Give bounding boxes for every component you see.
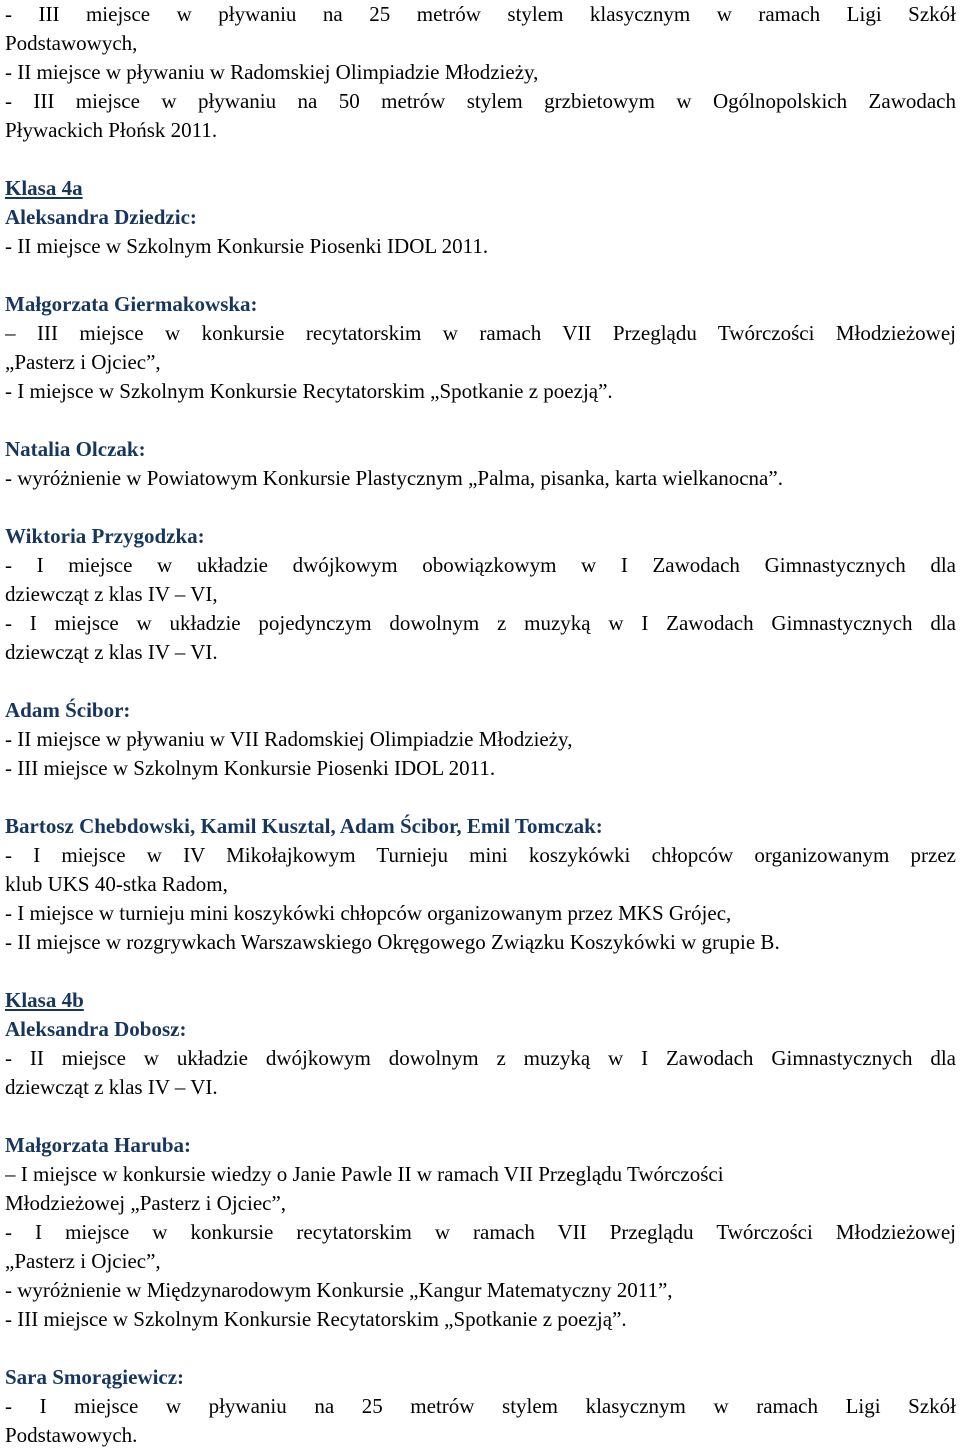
achievement-line: „Pasterz i Ojciec”,	[5, 1249, 161, 1273]
achievement-line: Podstawowych,	[5, 31, 138, 55]
achievement-line: - I miejsce w turnieju mini koszykówki chłopców organizowanym przez MKS Grójec,	[5, 901, 732, 925]
student-name: Aleksandra Dobosz:	[5, 1017, 187, 1041]
student-name: Małgorzata Haruba:	[5, 1133, 192, 1157]
achievement-line: - I miejsce w układzie dwójkowym obowiązkowym w I Zawodach Gimnastycznych dla	[5, 553, 956, 577]
student-name: Wiktoria Przygodzka:	[5, 524, 205, 548]
achievement-line: - I miejsce w Szkolnym Konkursie Recytatorskim „Spotkanie z poezją”.	[5, 379, 613, 403]
achievement-line: – III miejsce w konkursie recytatorskim w ramach VII Przeglądu Twórczości Młodzieżowej	[5, 321, 956, 345]
achievement-line: – I miejsce w konkursie wiedzy o Janie Pawle II w ramach VII Przeglądu Twórczości	[5, 1162, 724, 1186]
achievement-line: - I miejsce w pływaniu na 25 metrów stylem klasycznym w ramach Ligi Szkół	[5, 1394, 956, 1418]
achievement-line: Młodzieżowej „Pasterz i Ojciec”,	[5, 1191, 287, 1215]
achievement-line: - wyróżnienie w Międzynarodowym Konkursie „Kangur Matematyczny 2011”,	[5, 1278, 673, 1302]
achievement-line: - I miejsce w konkursie recytatorskim w ramach VII Przeglądu Twórczości Młodzieżowej	[5, 1220, 956, 1244]
achievement-line: - III miejsce w Szkolnym Konkursie Piosenki IDOL 2011.	[5, 756, 496, 780]
class-heading: Klasa 4b	[5, 988, 84, 1012]
achievement-line: - II miejsce w układzie dwójkowym dowolnym z muzyką w I Zawodach Gimnastycznych dla	[5, 1046, 956, 1070]
achievement-line: - III miejsce w Szkolnym Konkursie Recytatorskim „Spotkanie z poezją”.	[5, 1307, 627, 1331]
student-name: Adam Ścibor:	[5, 698, 131, 722]
class-heading: Klasa 4a	[5, 176, 83, 200]
student-name: Sara Smorągiewicz:	[5, 1365, 185, 1389]
achievement-line: dziewcząt z klas IV – VI,	[5, 582, 218, 606]
student-name: Małgorzata Giermakowska:	[5, 292, 258, 316]
achievement-line: - II miejsce w pływaniu w VII Radomskiej Olimpiadzie Młodzieży,	[5, 727, 573, 751]
achievement-line: dziewcząt z klas IV – VI.	[5, 1075, 218, 1099]
student-name: Natalia Olczak:	[5, 437, 146, 461]
achievement-line: klub UKS 40-stka Radom,	[5, 872, 228, 896]
student-name: Bartosz Chebdowski, Kamil Kusztal, Adam Ścibor, Emil Tomczak:	[5, 814, 603, 838]
achievement-line: - I miejsce w IV Mikołajkowym Turnieju mini koszykówki chłopców organizowanym przez	[5, 843, 956, 867]
achievement-line: - III miejsce w pływaniu na 25 metrów stylem klasycznym w ramach Ligi Szkół	[5, 2, 956, 26]
achievement-line: - wyróżnienie w Powiatowym Konkursie Plastycznym „Palma, pisanka, karta wielkanocna”.	[5, 466, 783, 490]
achievement-line: - II miejsce w Szkolnym Konkursie Piosenki IDOL 2011.	[5, 234, 489, 258]
achievement-line: dziewcząt z klas IV – VI.	[5, 640, 218, 664]
achievement-line: - II miejsce w pływaniu w Radomskiej Olimpiadzie Młodzieży,	[5, 60, 539, 84]
achievement-line: - II miejsce w rozgrywkach Warszawskiego Okręgowego Związku Koszykówki w grupie B.	[5, 930, 780, 954]
achievement-line: - III miejsce w pływaniu na 50 metrów stylem grzbietowym w Ogólnopolskich Zawodach	[5, 89, 956, 113]
achievement-line: Pływackich Płońsk 2011.	[5, 118, 218, 142]
achievement-line: Podstawowych.	[5, 1423, 138, 1447]
achievement-line: „Pasterz i Ojciec”,	[5, 350, 161, 374]
student-name: Aleksandra Dziedzic:	[5, 205, 197, 229]
achievement-line: - I miejsce w układzie pojedynczym dowolnym z muzyką w I Zawodach Gimnastycznych dla	[5, 611, 956, 635]
